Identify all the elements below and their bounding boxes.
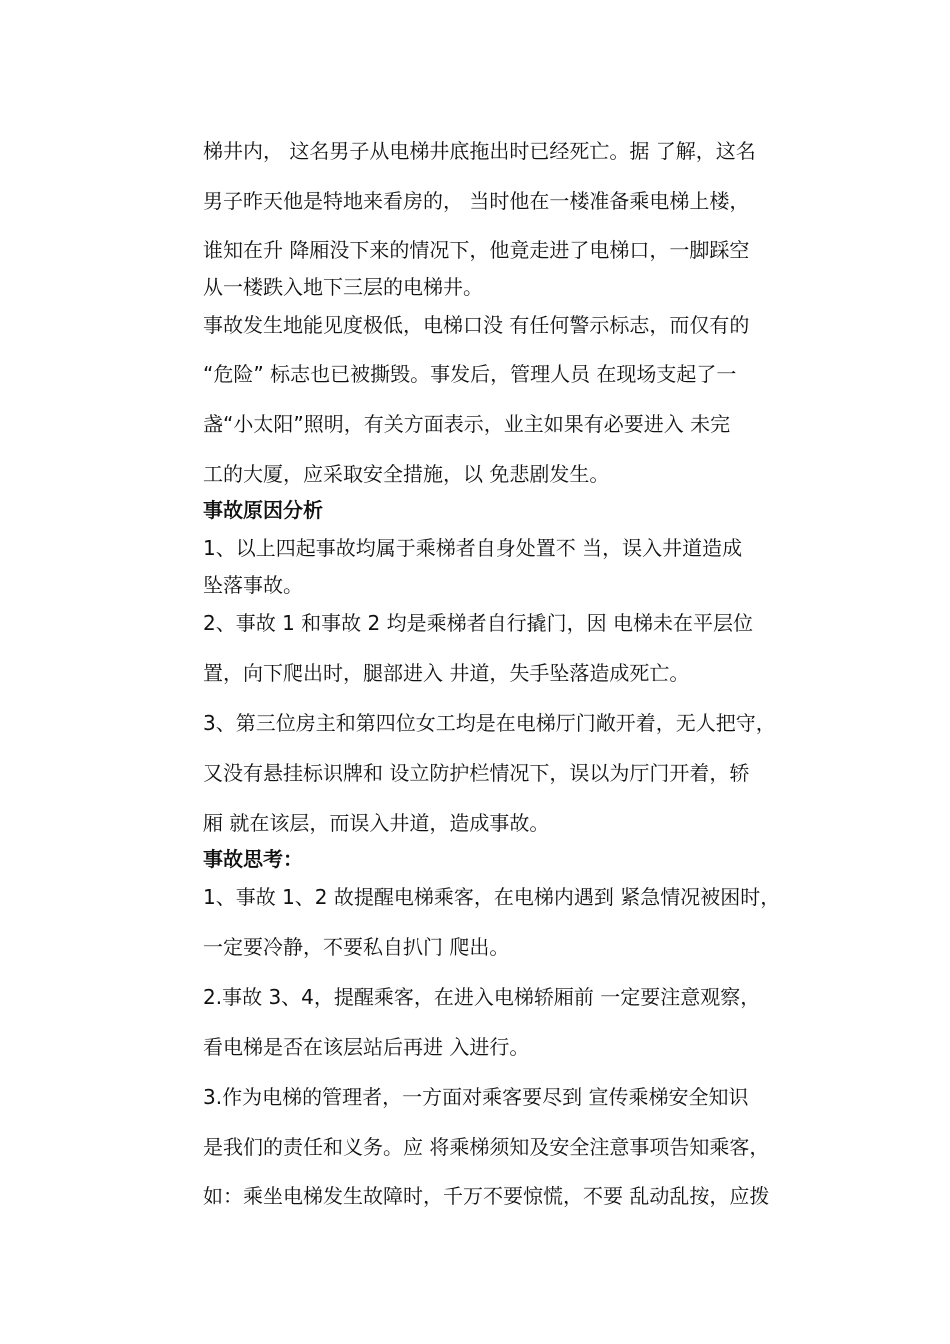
- paragraph-line: 男子昨天他是特地来看房的， 当时他在一楼准备乘电梯上楼，: [203, 189, 750, 213]
- paragraph-line: 事故发生地能见度极低，电梯口没 有任何警示标志，而仅有的: [203, 313, 750, 337]
- paragraph-line: 2.事故 3、4，提醒乘客，在进入电梯轿厢前 一定要注意观察，: [203, 985, 761, 1009]
- paragraph-line: “危险” 标志也已被撕毁。事发后，管理人员 在现场支起了一: [203, 362, 737, 386]
- paragraph-line: 谁知在升 降厢没下来的情况下，他竟走进了电梯口，一脚踩空: [203, 238, 750, 262]
- section-heading-cause-analysis: 事故原因分析: [203, 498, 323, 522]
- paragraph-line: 2、事故 1 和事故 2 均是乘梯者自行撬门，因 电梯未在平层位: [203, 611, 753, 635]
- paragraph-line: 是我们的责任和义务。应 将乘梯须知及安全注意事项告知乘客，: [203, 1135, 770, 1159]
- paragraph-line: 从一楼跌入地下三层的电梯井。: [203, 275, 483, 299]
- paragraph-line: 梯井内， 这名男子从电梯井底拖出时已经死亡。据 了解，这名: [203, 139, 756, 163]
- paragraph-line: 工的大厦，应采取安全措施，以 免悲剧发生。: [203, 462, 610, 486]
- paragraph-line: 又没有悬挂标识牌和 设立防护栏情况下，误以为厅门开着，轿: [203, 761, 750, 785]
- paragraph-line: 坠落事故。: [203, 573, 303, 597]
- paragraph-line: 厢 就在该层，而误入井道，造成事故。: [203, 811, 550, 835]
- paragraph-line: 一定要冷静，不要私自扒门 爬出。: [203, 935, 510, 959]
- paragraph-line: 3.作为电梯的管理者，一方面对乘客要尽到 宣传乘梯安全知识: [203, 1085, 749, 1109]
- paragraph-line: 盏“小太阳”照明，有关方面表示，业主如果有必要进入 未完: [203, 412, 731, 436]
- paragraph-line: 3、第三位房主和第四位女工均是在电梯厅门敞开着，无人把守，: [203, 711, 776, 735]
- paragraph-line: 置，向下爬出时，腿部进入 井道，失手坠落造成死亡。: [203, 661, 690, 685]
- section-heading-reflection: 事故思考：: [203, 847, 303, 871]
- paragraph-line: 1、以上四起事故均属于乘梯者自身处置不 当，误入井道造成: [203, 536, 743, 560]
- paragraph-line: 1、事故 1、2 故提醒电梯乘客，在电梯内遇到 紧急情况被困时，: [203, 885, 781, 909]
- paragraph-line: 如：乘坐电梯发生故障时，千万不要惊慌，不要 乱动乱按，应拨: [203, 1184, 770, 1208]
- paragraph-line: 看电梯是否在该层站后再进 入进行。: [203, 1035, 530, 1059]
